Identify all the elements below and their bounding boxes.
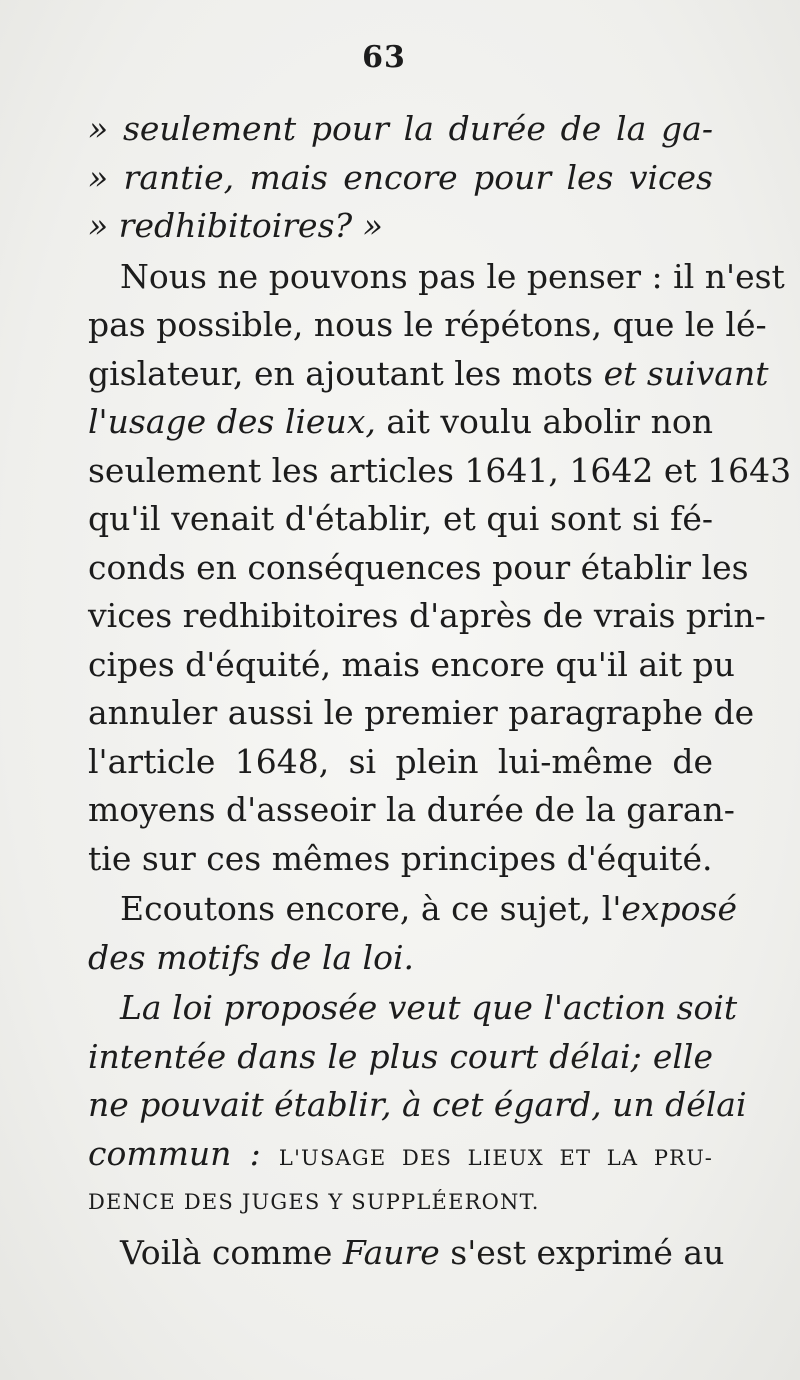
text-span: ait voulu abolir non bbox=[375, 402, 714, 441]
emphasis-span: Faure bbox=[342, 1232, 440, 1272]
body-text bbox=[88, 105, 792, 1277]
emphasis-span: exposé bbox=[621, 889, 738, 928]
text-line: intentée dans le plus court délai; elle bbox=[88, 1036, 713, 1076]
emphasis-span: l'usage des lieux, bbox=[88, 402, 376, 441]
text-line: vices redhibitoires d'après de vrais prin- bbox=[88, 596, 766, 635]
text-line bbox=[88, 1229, 725, 1278]
text-line: seulement les articles 1641, 1642 et 1643 bbox=[88, 450, 792, 490]
text-line bbox=[88, 885, 738, 934]
page-number: 63 bbox=[362, 40, 406, 75]
emphasis-span: commun : bbox=[88, 1133, 279, 1173]
text-span: s'est exprimé au bbox=[439, 1232, 725, 1272]
text-line: des motifs de la loi. bbox=[88, 937, 415, 977]
emphasis-span: et suivant bbox=[603, 353, 769, 393]
text-span: Ecoutons encore, à ce sujet, l' bbox=[120, 889, 622, 928]
text-line: qu'il venait d'établir, et qui sont si fé- bbox=[88, 499, 713, 538]
text-line: DENCE DES JUGES Y SUPPLÉERONT. bbox=[88, 1190, 540, 1214]
text-line: Nous ne pouvons pas le penser : il n'est bbox=[120, 256, 785, 296]
text-line: conds en conséquences pour établir les bbox=[88, 547, 749, 587]
smallcaps-span: L'USAGE DES LIEUX ET LA PRU- bbox=[278, 1145, 713, 1170]
text-line: » redhibitoires? » bbox=[88, 206, 383, 245]
text-line: annuler aussi le premier paragraphe de bbox=[88, 693, 755, 732]
text-span: gislateur, en ajoutant les mots bbox=[88, 353, 604, 393]
text-line: l'article 1648, si plein lui-même de bbox=[88, 741, 713, 781]
text-line: ne pouvait établir, à cet égard, un délai bbox=[88, 1085, 747, 1124]
text-span: Voilà comme bbox=[120, 1232, 343, 1272]
text-line bbox=[88, 350, 769, 399]
text-line: » seulement pour la durée de la ga- bbox=[88, 109, 713, 148]
text-line: La loi proposée veut que l'action soit bbox=[120, 988, 738, 1027]
text-line bbox=[88, 398, 713, 447]
text-line bbox=[88, 1130, 713, 1179]
text-line: cipes d'équité, mais encore qu'il ait pu bbox=[88, 644, 735, 684]
text-line: tie sur ces mêmes principes d'équité. bbox=[88, 838, 713, 878]
text-line: pas possible, nous le répétons, que le lé- bbox=[88, 305, 767, 344]
text-line: moyens d'asseoir la durée de la garan- bbox=[88, 790, 735, 829]
text-line: » rantie, mais encore pour les vices bbox=[88, 157, 713, 197]
